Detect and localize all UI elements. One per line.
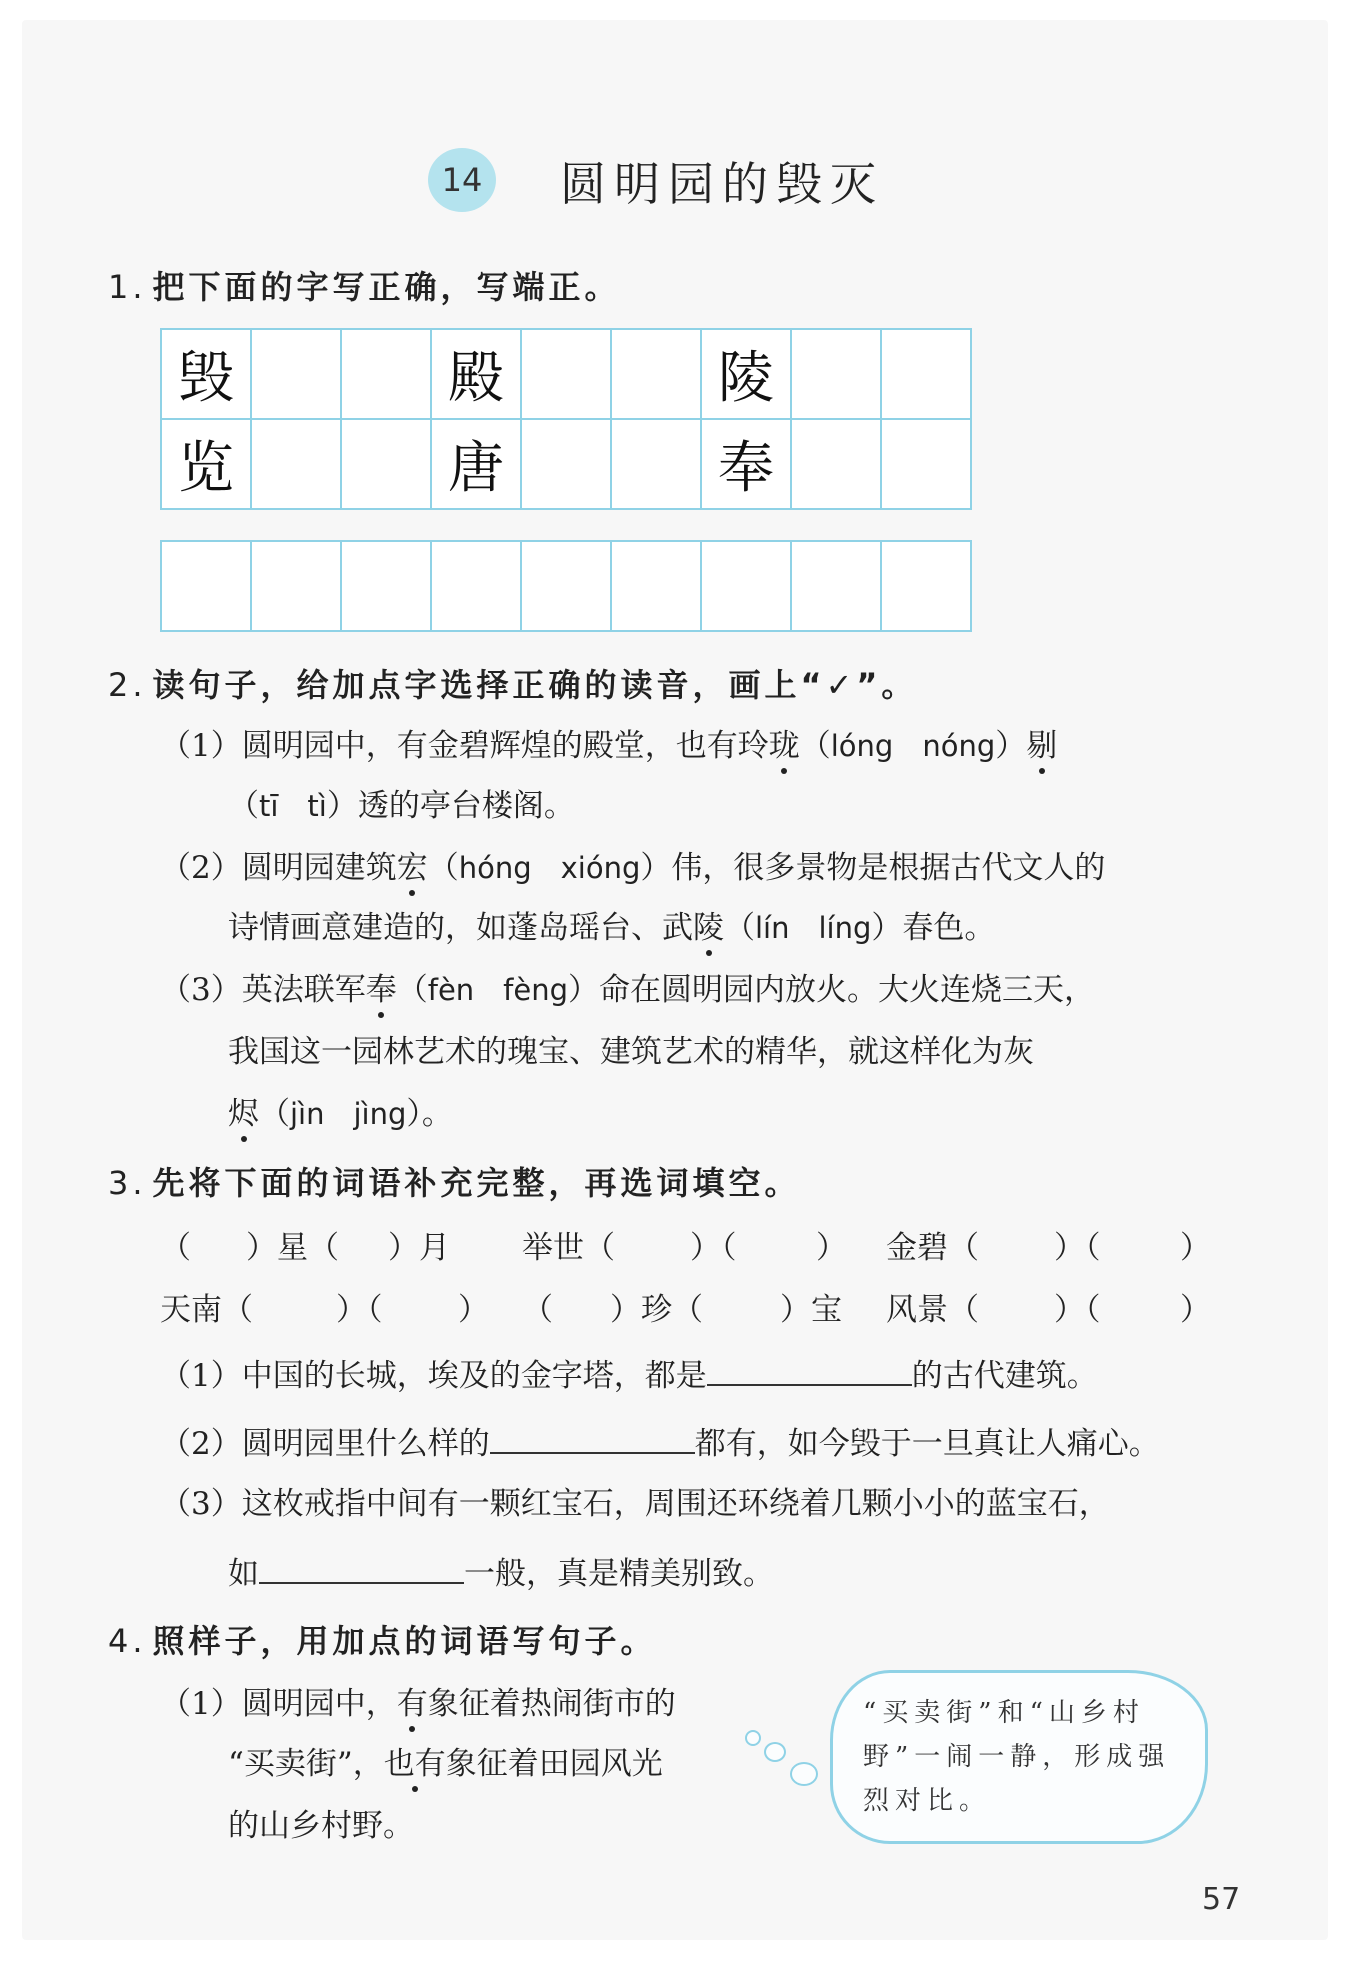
idiom-part: （ bbox=[160, 1230, 191, 1266]
fill-in-blank[interactable] bbox=[707, 1354, 912, 1386]
pinyin-options[interactable]: jìn jìng bbox=[290, 1097, 407, 1131]
grid-cell: 殿 bbox=[432, 330, 522, 420]
practice-cell[interactable] bbox=[792, 542, 882, 632]
pinyin-options[interactable]: fèn fèng bbox=[427, 973, 569, 1007]
idiom-part: （ bbox=[522, 1292, 553, 1328]
practice-cell[interactable] bbox=[702, 542, 792, 632]
grid-cell[interactable] bbox=[522, 330, 612, 420]
grid-cell[interactable] bbox=[882, 420, 972, 510]
grid-cell[interactable] bbox=[342, 330, 432, 420]
dotted-char: 也有 bbox=[383, 1746, 446, 1782]
text: （1）圆明园中，有金碧辉煌的殿堂，也有玲 bbox=[160, 728, 769, 764]
practice-cell[interactable] bbox=[882, 542, 972, 632]
practice-cell[interactable] bbox=[342, 542, 432, 632]
text: （1）圆明园中， bbox=[160, 1686, 397, 1722]
text: （ bbox=[228, 788, 259, 824]
lesson-number: 14 bbox=[441, 161, 483, 199]
practice-cell[interactable] bbox=[612, 542, 702, 632]
page-number: 57 bbox=[1202, 1882, 1241, 1917]
dotted-char: 剔 bbox=[1026, 728, 1058, 764]
idiom-part: ） bbox=[458, 1292, 489, 1328]
text: （ bbox=[427, 850, 459, 886]
q2-number: 2. bbox=[108, 666, 147, 704]
lesson-number-badge bbox=[428, 148, 496, 212]
q2-heading bbox=[108, 660, 917, 706]
dotted-char: 奉 bbox=[365, 972, 397, 1008]
idiom-part: 金碧（ bbox=[886, 1230, 979, 1266]
q3-instruction: 先将下面的词语补充完整，再选词填空。 bbox=[152, 1164, 801, 1202]
grid-cell[interactable] bbox=[252, 330, 342, 420]
q4-number: 4. bbox=[108, 1622, 147, 1660]
text: （ bbox=[724, 910, 755, 946]
q2-instruction: 读句子，给加点字选择正确的读音，画上“✓”。 bbox=[152, 666, 918, 704]
idiom-part: ）月 bbox=[388, 1230, 450, 1266]
q1-instruction: 把下面的字写正确，写端正。 bbox=[152, 268, 621, 306]
idiom-part: ）宝 bbox=[780, 1292, 842, 1328]
q2-item3-line2: 我国这一园林艺术的瑰宝、建筑艺术的精华，就这样化为灰 bbox=[228, 1034, 1034, 1070]
practice-cell[interactable] bbox=[522, 542, 612, 632]
text: 一般，真是精美别致。 bbox=[464, 1556, 774, 1592]
q4-example-line3: 的山乡村野。 bbox=[228, 1808, 414, 1844]
grid-cell: 陵 bbox=[702, 330, 792, 420]
q2-item3-line1 bbox=[160, 970, 1095, 1010]
text: （ bbox=[396, 972, 428, 1008]
q4-example-line2 bbox=[228, 1744, 663, 1784]
thought-bubble-dot-medium bbox=[764, 1742, 786, 1762]
q2-item1-line2 bbox=[228, 786, 575, 826]
idiom-part: 举世（ bbox=[522, 1230, 615, 1266]
text: ）。 bbox=[406, 1096, 453, 1132]
q1-heading bbox=[108, 262, 621, 308]
idiom-part: ）（ bbox=[336, 1292, 383, 1328]
q4-example-line1 bbox=[160, 1684, 676, 1724]
q4-instruction: 照样子，用加点的词语写句子。 bbox=[152, 1622, 657, 1660]
grid-cell[interactable] bbox=[612, 420, 702, 510]
q2-item3-line3 bbox=[228, 1094, 453, 1134]
q3-number: 3. bbox=[108, 1164, 147, 1202]
dotted-char: 宏 bbox=[396, 850, 428, 886]
grid-cell: 奉 bbox=[702, 420, 792, 510]
q3-heading bbox=[108, 1158, 801, 1204]
text: “买卖街”， bbox=[228, 1746, 384, 1782]
q2-item1-line1 bbox=[160, 726, 1057, 766]
character-grid bbox=[160, 328, 972, 510]
grid-cell[interactable] bbox=[522, 420, 612, 510]
lesson-title: 圆明园的毁灭 bbox=[560, 157, 884, 211]
grid-cell[interactable] bbox=[882, 330, 972, 420]
text: （ bbox=[259, 1096, 290, 1132]
grid-cell[interactable] bbox=[342, 420, 432, 510]
dotted-char: 烬 bbox=[228, 1096, 259, 1132]
grid-cell: 唐 bbox=[432, 420, 522, 510]
grid-cell[interactable] bbox=[792, 420, 882, 510]
q3-sentence-1 bbox=[160, 1354, 1098, 1396]
q1-number: 1. bbox=[108, 268, 147, 306]
dotted-char: 陵 bbox=[693, 910, 724, 946]
grid-cell: 览 bbox=[162, 420, 252, 510]
text: （3）英法联军 bbox=[160, 972, 366, 1008]
idiom-part: ） bbox=[1180, 1292, 1211, 1328]
pinyin-options[interactable]: lín líng bbox=[755, 911, 872, 945]
hint-thought-bubble bbox=[830, 1670, 1208, 1844]
pinyin-options[interactable]: hóng xióng bbox=[458, 851, 641, 885]
dotted-char: 有 bbox=[396, 1686, 428, 1722]
idiom-row-2 bbox=[160, 1284, 1211, 1328]
text: ）命在圆明园内放火。大火连烧三天， bbox=[568, 972, 1096, 1008]
grid-cell[interactable] bbox=[252, 420, 342, 510]
text: 如 bbox=[228, 1556, 259, 1592]
q4-heading bbox=[108, 1616, 657, 1662]
idiom-part: 风景（ bbox=[886, 1292, 979, 1328]
text: 都有，如今毁于一旦真让人痛心。 bbox=[694, 1426, 1160, 1462]
idiom-part: ） bbox=[1180, 1230, 1211, 1266]
q3-sentence-3-line1: （3）这枚戒指中间有一颗红宝石，周围还环绕着几颗小小的蓝宝石， bbox=[160, 1486, 1110, 1522]
fill-in-blank[interactable] bbox=[490, 1422, 695, 1454]
practice-grid bbox=[160, 540, 972, 632]
text: ） bbox=[995, 728, 1027, 764]
text: （2）圆明园建筑 bbox=[160, 850, 397, 886]
text: （ bbox=[799, 728, 831, 764]
text: 诗情画意建造的，如蓬岛瑶台、武 bbox=[228, 910, 693, 946]
dotted-char: 珑 bbox=[768, 728, 800, 764]
grid-cell: 毁 bbox=[162, 330, 252, 420]
text: （1）中国的长城，埃及的金字塔，都是 bbox=[160, 1358, 707, 1394]
idiom-part: ）（ bbox=[690, 1230, 737, 1266]
practice-cell[interactable] bbox=[432, 542, 522, 632]
idiom-part: ）珍（ bbox=[610, 1292, 703, 1328]
idiom-part: ） bbox=[816, 1230, 847, 1266]
q2-item2-line2 bbox=[228, 908, 995, 948]
pinyin-options[interactable]: tī tì bbox=[259, 789, 327, 823]
grid-cell[interactable] bbox=[792, 330, 882, 420]
thought-bubble-dot-large bbox=[790, 1762, 818, 1786]
idiom-part: ）（ bbox=[1054, 1230, 1101, 1266]
practice-cell[interactable] bbox=[252, 542, 342, 632]
text: 象征着田园风光 bbox=[445, 1746, 663, 1782]
text: 象征着热闹街市的 bbox=[427, 1686, 676, 1722]
idiom-part: ）星（ bbox=[246, 1230, 339, 1266]
practice-cell[interactable] bbox=[162, 542, 252, 632]
pinyin-options[interactable]: lóng nóng bbox=[830, 729, 996, 763]
text: （2）圆明园里什么样的 bbox=[160, 1426, 490, 1462]
grid-cell[interactable] bbox=[612, 330, 702, 420]
hint-text: “买卖街”和“山乡村野”一闹一静，形成强烈对比。 bbox=[863, 1698, 1171, 1816]
text: ）伟，很多景物是根据古代文人的 bbox=[640, 850, 1106, 886]
idiom-part: 天南（ bbox=[160, 1292, 253, 1328]
q3-sentence-3-line2 bbox=[228, 1552, 774, 1594]
thought-bubble-dot-small bbox=[745, 1730, 761, 1746]
fill-in-blank[interactable] bbox=[259, 1552, 464, 1584]
text: ）透的亭台楼阁。 bbox=[326, 788, 575, 824]
idiom-row-1 bbox=[160, 1222, 1211, 1266]
q2-item2-line1 bbox=[160, 848, 1105, 888]
text: ）春色。 bbox=[871, 910, 996, 946]
idiom-part: ）（ bbox=[1054, 1292, 1101, 1328]
q3-sentence-2 bbox=[160, 1422, 1160, 1464]
text: 的古代建筑。 bbox=[911, 1358, 1098, 1394]
